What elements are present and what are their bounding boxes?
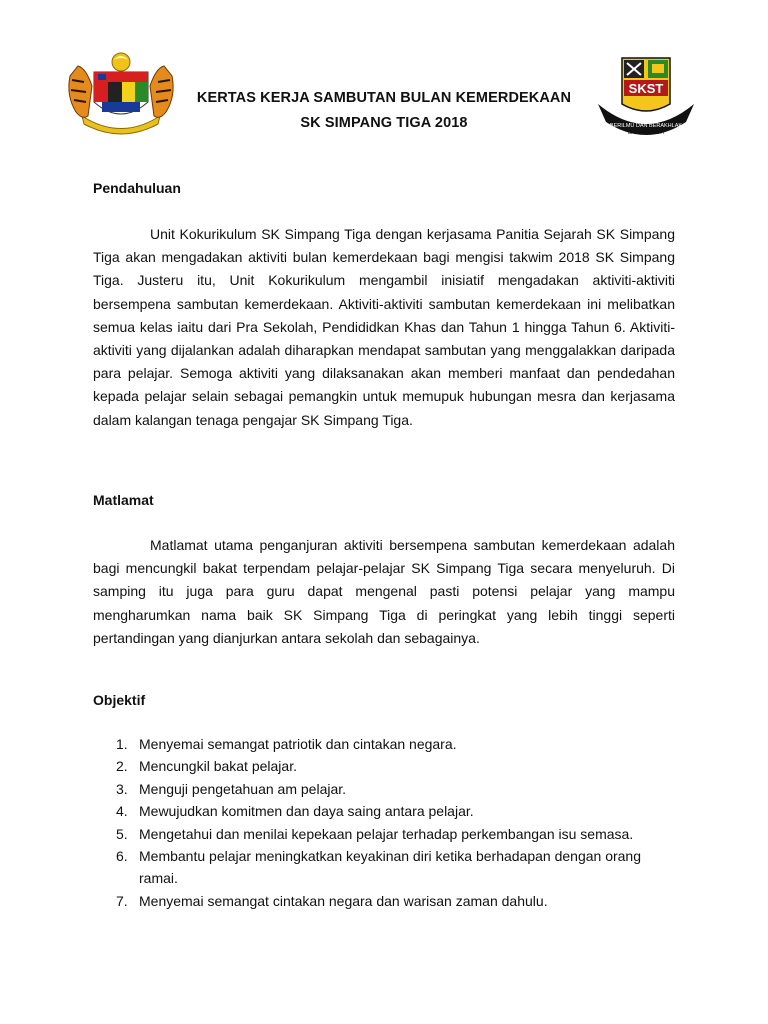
paragraph-pendahuluan: Unit Kokurikulum SK Simpang Tiga dengan kerjasama Panitia Sejarah SK Simpang Tiga akan mengadakan aktiviti bulan kemerdekaan bagi mengisi takwim 2018 SK Simpang Tiga. Justeru itu, Unit Kokurikulum mengambil inisiatif mengadakan aktiviti-aktiviti bersempena sambutan kemerdekaan. Aktiviti-aktiviti sambutan kemerdekaan ini melibatkan semua kelas iaitu dari Pra Sekolah, Pendididkan Khas dan Tahun 1 hingga Tahun 6. Aktiviti-aktiviti yang dijalankan adalah diharapkan mendapat sambutan yang menggalakkan daripada para pelajar. Semoga aktiviti yang dilaksanakan akan memberi manfaat dan pendedahan kepada pelajar selain sebagai pemangkin untuk memupuk hubungan mesra dan kerjasama dalam kalangan tenaga pengajar SK Simpang Tiga.	[93, 226, 675, 428]
list-item	[93, 890, 663, 912]
document-subtitle: SK SIMPANG TIGA 2018	[300, 115, 468, 131]
list-text: Menguji pengetahuan am pelajar.	[139, 780, 347, 797]
list-item	[93, 845, 663, 890]
objectives-list	[93, 733, 663, 912]
list-number: 3.	[116, 780, 128, 797]
list-text: Mewujudkan komitmen dan daya saing antara pelajar.	[139, 803, 474, 820]
heading-matlamat: Matlamat	[93, 492, 154, 508]
list-number: 2.	[116, 758, 128, 775]
list-item	[93, 823, 663, 845]
crest-place: BAGAN DATOH	[628, 130, 664, 136]
list-number: 6.	[116, 848, 128, 865]
list-text: Membantu pelajar meningkatkan keyakinan diri ketika berhadapan dengan orang ramai.	[139, 848, 641, 887]
list-number: 5.	[116, 825, 128, 842]
list-text: Mencungkil bakat pelajar.	[139, 758, 297, 775]
list-number: 1.	[116, 736, 128, 752]
document-title: KERTAS KERJA SAMBUTAN BULAN KEMERDEKAAN	[196, 90, 572, 106]
list-number: 7.	[116, 892, 128, 909]
list-text: Mengetahui dan menilai kepekaan pelajar terhadap perkembangan isu semasa.	[139, 825, 634, 842]
list-item	[93, 733, 663, 755]
list-text: Menyemai semangat cintakan negara dan warisan zaman dahulu.	[139, 892, 548, 909]
list-number: 4.	[116, 803, 128, 820]
crest-motto: BERILMU DAN BERAKHLAK	[609, 123, 683, 129]
paragraph-matlamat: Matlamat utama penganjuran aktiviti bersempena sambutan kemerdekaan adalah bagi mencungkil bakat terpendam pelajar-pelajar SK Simpang Tiga secara menyeluruh. Di samping itu juga para guru dapat mengenal pasti potensi pelajar yang mampu mengharumkan nama baik SK Simpang Tiga di peringkat yang lebih tinggi seperti pertandingan yang dianjurkan antara sekolah dan sebagainya.	[93, 537, 675, 646]
heading-objektif: Objektif	[93, 692, 146, 708]
list-text: Menyemai semangat patriotik dan cintakan negara.	[139, 736, 457, 752]
heading-pendahuluan: Pendahuluan	[93, 180, 181, 196]
list-item	[93, 755, 663, 777]
list-item	[93, 800, 663, 822]
list-item	[93, 778, 663, 800]
crest-abbrev: SKST	[628, 81, 664, 96]
